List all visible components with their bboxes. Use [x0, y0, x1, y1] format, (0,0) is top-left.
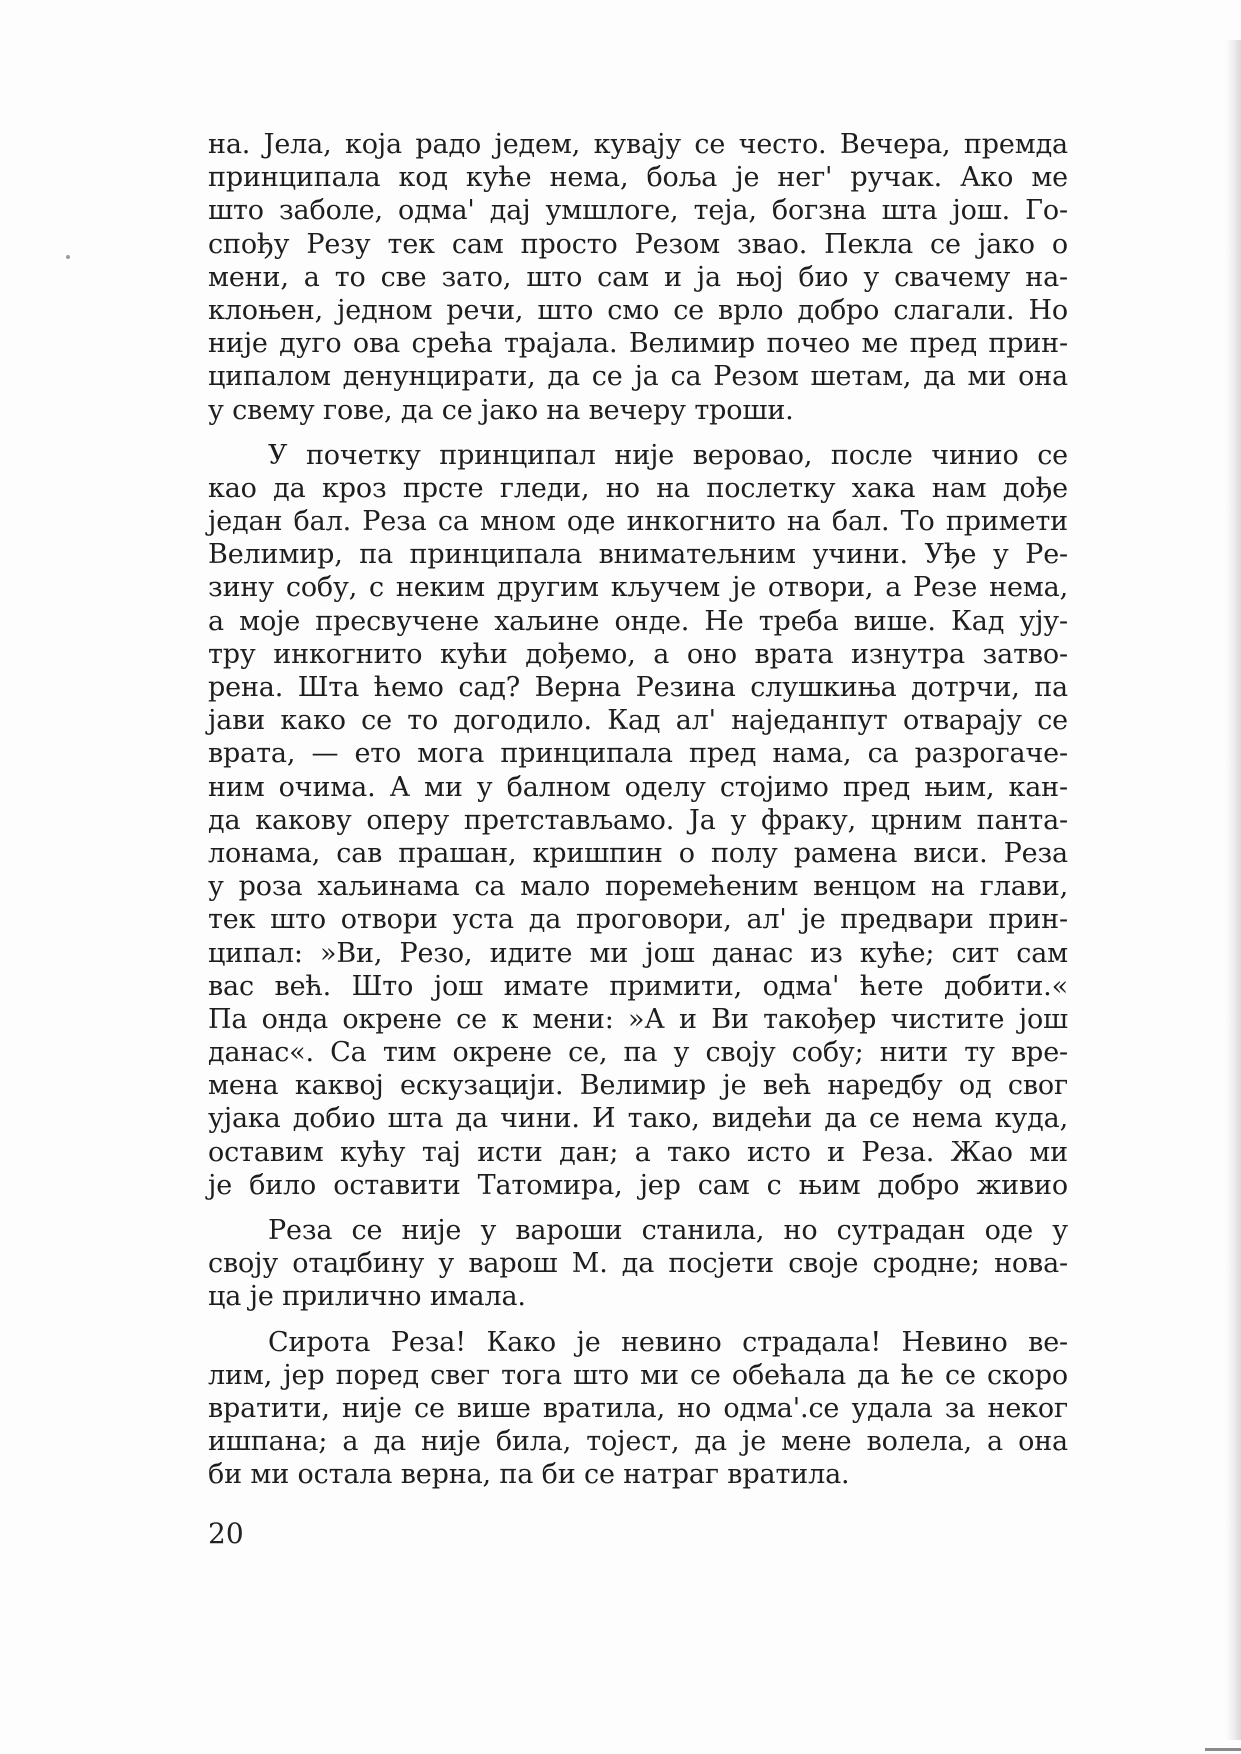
text-line: ујака добио шта да чини. И тако, видећи да се нема куда,	[208, 1103, 1068, 1135]
text-line: ишпана; а да није била, тојест, да је мене волела, а она	[208, 1426, 1068, 1458]
text-line: као да кроз прсте гледи, но на послетку хака нам дође	[208, 472, 1068, 504]
text-line: зину собу, с неким другим кључем је отвори, а Резе нема,	[208, 572, 1068, 604]
text-line: тру инкогнито кући дођемо, а оно врата изнутра затво-	[208, 638, 1068, 670]
paragraph	[208, 1326, 1068, 1492]
text-line: принципала код куће нема, боља је нег' ручак. Ако ме	[208, 162, 1068, 194]
text-line: вас већ. Што још имате примити, одма' ћете добити.«	[208, 970, 1068, 1002]
text-line: тек што отвори уста да проговори, ал' је предвари прин-	[208, 904, 1068, 936]
text-line: врата, — ето мога принципала пред нама, са разрогаче-	[208, 738, 1068, 770]
text-line: данас«. Са тим окрене се, па у своју собу; нити ту вре-	[208, 1037, 1068, 1069]
text-line: своју отаџбину у варош М. да посјети своје сродне; нова-	[208, 1248, 1068, 1280]
paragraph	[208, 1214, 1068, 1314]
text-line: ца је прилично имала.	[208, 1281, 526, 1313]
page-edge-shadow	[1225, 40, 1241, 1740]
text-line: рена. Шта ћемо сад? Верна Резина слушкиња дотрчи, па	[208, 672, 1068, 703]
text-line: клоњен, једном речи, што смо се врло добро слагали. Но	[208, 294, 1068, 326]
text-line: а моје пресвучене хаљине онде. Не треба више. Кад ују-	[208, 605, 1068, 637]
text-line: спођу Резу тек сам просто Резом звао. Пекла се јако о	[208, 228, 1068, 260]
text-line: да какову оперу претстављамо. Ја у фраку, црним панта-	[208, 804, 1068, 836]
text-line: један бал. Реза са мном оде инкогнито на бал. То примети	[208, 506, 1068, 538]
text-line: ним очима. А ми у балном оделу стојимо пред њим, кан-	[208, 771, 1068, 803]
text-line: у роза хаљинама са мало поремећеним венцом на глави,	[208, 871, 1068, 903]
text-line: што заболе, одма' дај умшлоге, теја, богзна шта још. Го-	[208, 195, 1068, 227]
text-line: на. Јела, која радо једем, кувају се често. Вечера, премда	[208, 129, 1068, 160]
text-line: је било оставити Татомира, јер сам с њим добро живио	[208, 1169, 1068, 1201]
text-line: лим, јер поред свег тога што ми се обећала да ће се скоро	[208, 1359, 1068, 1391]
paragraph	[208, 439, 1068, 1202]
text-line: у свему гове, да се јако на вечеру троши.	[208, 394, 794, 426]
text-line: Па онда окрене се к мени: »А и Ви такођер чистите још	[208, 1003, 1068, 1035]
text-line: У почетку принципал није веровао, после чинио се	[268, 439, 1068, 471]
text-line: мени, а то све зато, што сам и ја њој био у свачему на-	[208, 261, 1068, 293]
text-line: Реза се није у вароши станила, но сутрадан оде у	[268, 1215, 1068, 1246]
text-line: јави како се то догодило. Кад ал' наједанпут отварају се	[208, 705, 1068, 737]
paragraph	[208, 128, 1068, 427]
margin-speck	[66, 255, 70, 259]
text-line: ципалом денунцирати, да се ја са Резом шетам, да ми она	[208, 361, 1068, 393]
body-text	[208, 128, 1068, 1504]
text-line: мена каквој ескузацији. Велимир је већ наредбу од свог	[208, 1070, 1068, 1102]
text-line: Сирота Реза! Како је невино страдала! Невино ве-	[268, 1326, 1068, 1358]
text-line: Велимир, па принципала вниматељним учини. Уђе у Ре-	[208, 539, 1068, 571]
text-line: ципал: »Ви, Резо, идите ми још данас из куће; сит сам	[208, 937, 1068, 969]
text-line: оставим кућу тај исти дан; а тако исто и Реза. Жао ми	[208, 1136, 1068, 1168]
text-line: лонама, сав прашан, кришпин о полу рамена виси. Реза	[208, 837, 1068, 869]
text-line: би ми остала верна, па би се натраг вратила.	[208, 1459, 850, 1491]
text-line: није дуго ова срећа трајала. Велимир почео ме пред прин-	[208, 328, 1068, 360]
page-number: 20	[208, 1517, 244, 1550]
text-line: вратити, није се више вратила, но одма'.се удала за неког	[208, 1392, 1068, 1424]
page-edge-mark	[1205, 1748, 1241, 1751]
